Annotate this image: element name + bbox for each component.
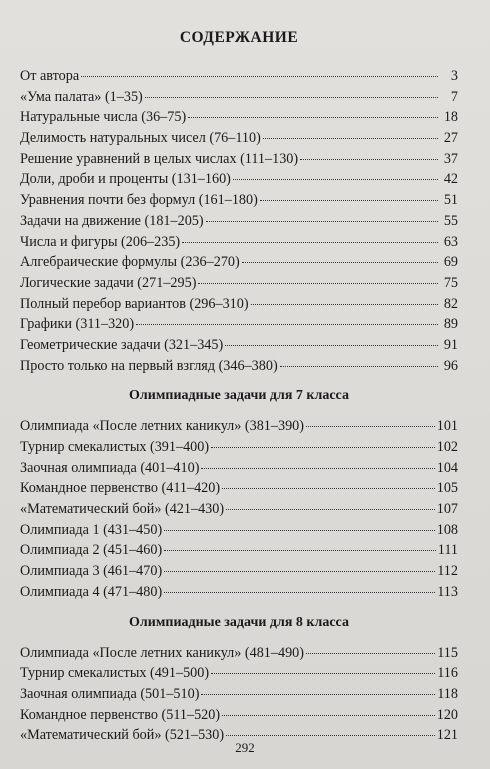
- toc-entry-label: Олимпиада «После летних каникул» (481–490): [20, 644, 304, 661]
- toc-entry: [20, 542, 458, 563]
- toc-entry-label: Просто только на первый взгляд (346–380): [20, 357, 278, 374]
- toc-entry: [20, 522, 458, 543]
- toc-entry: [20, 68, 458, 89]
- toc-entry-page: 18: [443, 109, 458, 126]
- toc-entry-label: Доли, дроби и проценты (131–160): [20, 171, 231, 188]
- toc-entry-label: Турнир смекалистых (491–500): [20, 665, 210, 682]
- toc-entry-page: 42: [443, 171, 458, 188]
- toc-entry: [20, 418, 458, 439]
- toc-entry: [20, 89, 458, 110]
- toc-leader-dots: [222, 487, 435, 489]
- toc-entry-page: 96: [443, 357, 458, 374]
- toc-leader-dots: [226, 734, 435, 736]
- toc-entry-label: Турнир смекалистых (391–400): [20, 439, 210, 455]
- toc-leader-dots: [306, 652, 435, 654]
- toc-entry-label: «Математический бой» (421–430): [20, 501, 225, 518]
- toc-entry-label: Заочная олимпиада (401–410): [20, 459, 200, 476]
- toc-entry-label: Решение уравнений в целых числах (111–130): [20, 150, 299, 167]
- toc-leader-dots: [201, 467, 434, 469]
- toc-entry-page: 91: [443, 336, 458, 353]
- toc-entry-page: 69: [443, 254, 458, 271]
- toc-entry-page: 63: [443, 233, 458, 250]
- toc-entry: [20, 151, 458, 172]
- toc-entry-label: Числа и фигуры (206–235): [20, 233, 181, 250]
- toc-leader-dots: [164, 591, 435, 593]
- toc-entry-page: 107: [436, 501, 458, 518]
- toc-entry-label: Задачи на движение (181–205): [20, 212, 204, 229]
- page-title: СОДЕРЖАНИЕ: [179, 29, 299, 46]
- toc-entry: [20, 109, 458, 130]
- toc-grade-8-list: [20, 645, 458, 748]
- toc-entry: [20, 234, 458, 255]
- toc-entry-label: Командное первенство (511–520): [20, 706, 221, 723]
- toc-entry: [20, 665, 458, 686]
- toc-entry-page: 75: [443, 274, 458, 291]
- toc-entry-label: Командное первенство (411–420): [20, 480, 221, 497]
- toc-leader-dots: [164, 570, 435, 572]
- toc-leader-dots: [201, 693, 435, 695]
- toc-main-list: [20, 68, 458, 378]
- toc-entry-page: 116: [437, 665, 458, 682]
- toc-entry: [20, 337, 458, 358]
- toc-entry: [20, 275, 458, 296]
- toc-entry-label: Алгебраические формулы (236–270): [20, 254, 240, 271]
- toc-leader-dots: [226, 508, 435, 510]
- toc-leader-dots: [182, 241, 438, 243]
- toc-entry-label: Уравнения почти без формул (161–180): [20, 192, 258, 209]
- toc-entry-page: 37: [443, 150, 458, 167]
- toc-entry: [20, 171, 458, 192]
- page-number: 292: [235, 740, 255, 755]
- toc-leader-dots: [145, 96, 438, 98]
- toc-entry-label: Олимпиада 2 (451–460): [20, 542, 163, 559]
- toc-leader-dots: [188, 116, 438, 118]
- toc-leader-dots: [233, 178, 438, 180]
- toc-entry: [20, 645, 458, 666]
- toc-entry-page: 108: [436, 521, 458, 538]
- toc-entry: [20, 192, 458, 213]
- toc-entry: [20, 130, 458, 151]
- toc-entry: [20, 563, 458, 584]
- toc-entry: [20, 358, 458, 379]
- toc-leader-dots: [136, 323, 438, 325]
- toc-entry-label: Олимпиада 1 (431–450): [20, 521, 163, 538]
- toc-leader-dots: [280, 365, 438, 367]
- toc-entry-page: 55: [443, 212, 458, 229]
- toc-entry: [20, 316, 458, 337]
- toc-leader-dots: [211, 672, 435, 674]
- toc-entry-page: 113: [437, 583, 458, 600]
- toc-entry-page: 121: [436, 727, 458, 744]
- section-heading-grade-8: Олимпиадные задачи для 8 класса: [129, 614, 349, 630]
- toc-leader-dots: [263, 137, 438, 139]
- toc-entry-page: 3: [450, 68, 458, 84]
- toc-leader-dots: [222, 714, 435, 716]
- toc-entry-label: Логические задачи (271–295): [20, 274, 197, 291]
- toc-entry-page: 111: [437, 542, 458, 559]
- toc-leader-dots: [306, 425, 435, 427]
- toc-entry-label: Геометрические задачи (321–345): [20, 336, 224, 353]
- toc-leader-dots: [164, 529, 435, 531]
- toc-entry-page: 89: [443, 316, 458, 333]
- toc-leader-dots: [251, 303, 438, 305]
- toc-entry-label: Делимость натуральных чисел (76–110): [20, 130, 261, 147]
- toc-entry-label: Олимпиада «После летних каникул» (381–390): [20, 418, 304, 435]
- toc-leader-dots: [206, 220, 438, 222]
- toc-entry: [20, 480, 458, 501]
- toc-leader-dots: [211, 446, 435, 448]
- toc-leader-dots: [225, 344, 438, 346]
- toc-entry-label: Графики (311–320): [20, 316, 135, 333]
- toc-entry-label: Полный перебор вариантов (296–310): [20, 295, 249, 312]
- toc-entry: [20, 686, 458, 707]
- section-heading-grade-7: Олимпиадные задачи для 7 класса: [129, 388, 349, 404]
- toc-entry-page: 51: [443, 192, 458, 209]
- toc-entry-label: Натуральные числа (36–75): [20, 109, 187, 126]
- toc-leader-dots: [198, 282, 438, 284]
- toc-leader-dots: [164, 549, 436, 551]
- toc-entry-label: Олимпиада 4 (471–480): [20, 583, 163, 600]
- toc-entry-label: Олимпиада 3 (461–470): [20, 563, 163, 580]
- toc-entry-page: 7: [450, 88, 458, 105]
- toc-entry: [20, 254, 458, 275]
- toc-entry-page: 82: [443, 295, 458, 312]
- toc-leader-dots: [300, 158, 438, 160]
- toc-entry: [20, 707, 458, 728]
- toc-leader-dots: [81, 75, 438, 77]
- toc-entry: [20, 501, 458, 522]
- toc-entry: [20, 439, 458, 460]
- toc-entry: [20, 296, 458, 317]
- toc-entry: [20, 460, 458, 481]
- toc-entry-page: 120: [436, 706, 458, 723]
- toc-entry-page: 102: [436, 439, 458, 455]
- toc-entry-label: От автора: [20, 68, 80, 84]
- toc-entry-page: 112: [437, 563, 458, 580]
- toc-entry: [20, 213, 458, 234]
- toc-entry-page: 105: [436, 480, 458, 497]
- toc-leader-dots: [242, 261, 438, 263]
- toc-leader-dots: [260, 199, 438, 201]
- toc-entry-page: 101: [436, 418, 458, 435]
- toc-entry-page: 118: [437, 685, 458, 702]
- toc-entry-page: 115: [437, 644, 458, 661]
- toc-grade-7-list: [20, 418, 458, 604]
- toc-entry-label: «Ума палата» (1–35): [20, 88, 143, 105]
- toc-entry-page: 27: [443, 130, 458, 147]
- toc-entry-page: 104: [436, 459, 458, 476]
- toc-entry-label: «Математический бой» (521–530): [20, 727, 225, 744]
- toc-entry-label: Заочная олимпиада (501–510): [20, 685, 200, 702]
- toc-entry: [20, 584, 458, 605]
